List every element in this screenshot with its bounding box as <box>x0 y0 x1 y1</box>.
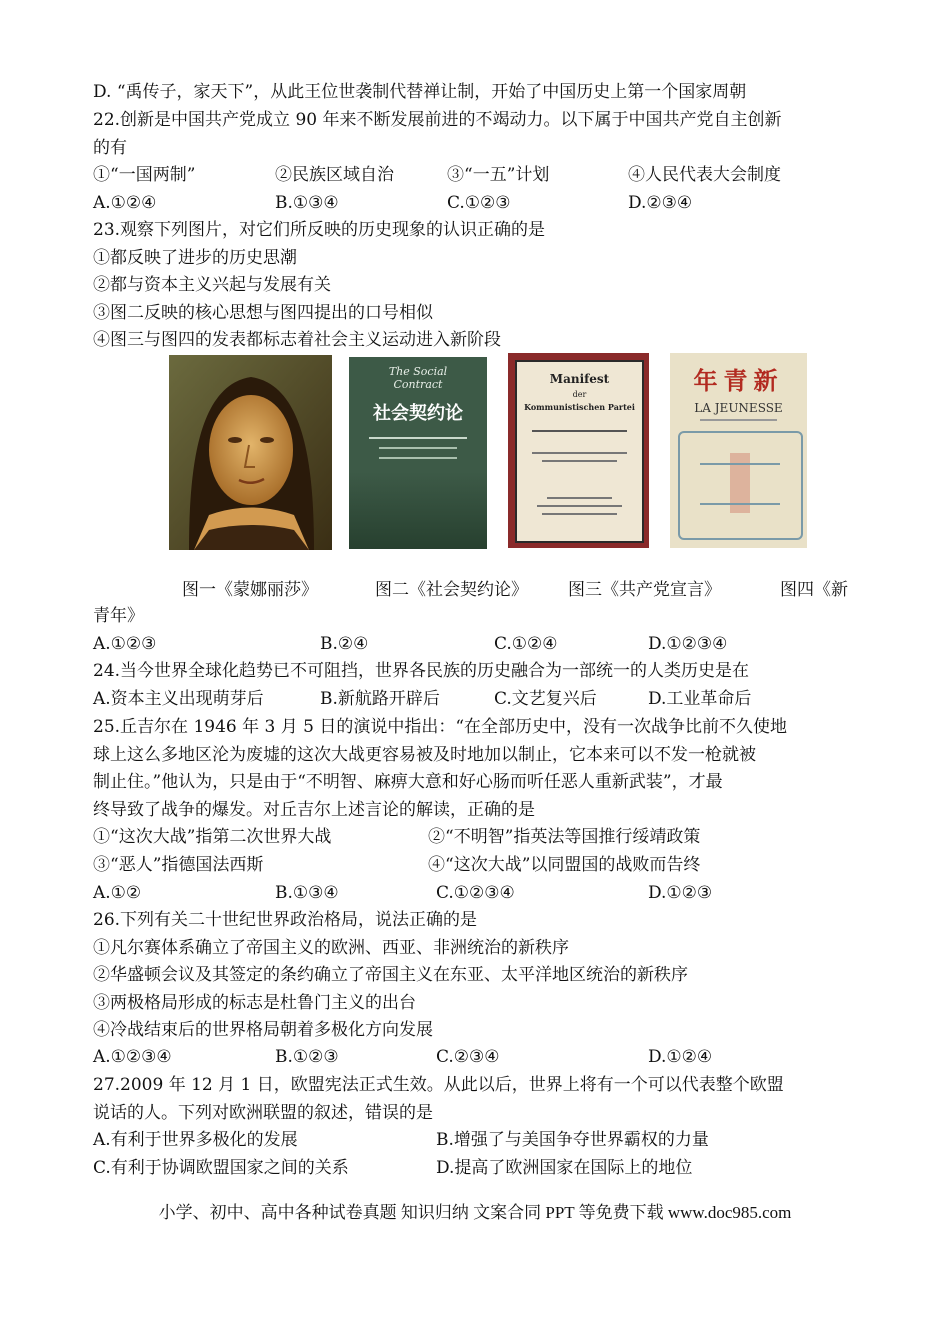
q26-statement-1: ①凡尔赛体系确立了帝国主义的欧洲、西亚、非洲统治的新秩序 <box>93 938 569 958</box>
q25-item-1: ①“这次大战”指第二次世界大战 <box>93 827 332 847</box>
q24-option-a: A.资本主义出现萌芽后 <box>93 689 264 709</box>
question-22-stem-cont: 的有 <box>93 138 127 158</box>
q23-option-b: B.②④ <box>320 634 369 654</box>
caption-figure-3: 图三《共产党宣言》 <box>568 580 721 600</box>
question-23-stem: 23.观察下列图片，对它们所反映的历史现象的认识正确的是 <box>93 220 546 240</box>
question-25-stem-3: 制止住。”他认为，只是由于“不明智、麻痹大意和好心肠而听任恶人重新武装”，才最 <box>93 772 723 792</box>
q25-option-b: B.①③④ <box>275 883 339 903</box>
caption-figure-4-cont: 青年》 <box>93 606 144 626</box>
question-25-stem-2: 球上这么多地区沦为废墟的这次大战更容易被及时地加以制止，它本来可以不发一枪就被 <box>93 745 756 765</box>
q26-option-d: D.①②④ <box>648 1047 713 1067</box>
footer-download-note: 小学、初中、高中各种试卷真题 知识归纳 文案合同 PPT 等免费下载 www.doc985.com <box>158 1203 792 1222</box>
q22-item-2: ②民族区域自治 <box>275 165 394 185</box>
q23-option-d: D.①②③④ <box>648 634 728 654</box>
communist-manifesto-image <box>508 353 649 548</box>
q24-option-d: D.工业革命后 <box>648 689 752 709</box>
q22-option-a: A.①②④ <box>93 193 157 213</box>
question-27-stem: 27.2009 年 12 月 1 日，欧盟宪法正式生效。从此以后，世界上将有一个可以代表整个欧盟 <box>93 1075 784 1095</box>
q25-item-3: ③“恶人”指德国法西斯 <box>93 855 264 875</box>
q25-option-d: D.①②③ <box>648 883 713 903</box>
q22-option-c: C.①②③ <box>447 193 511 213</box>
q25-item-2: ②“不明智”指英法等国推行绥靖政策 <box>428 827 701 847</box>
q23-option-a: A.①②③ <box>93 634 157 654</box>
q27-option-a: A.有利于世界多极化的发展 <box>93 1130 298 1150</box>
q26-statement-3: ③两极格局形成的标志是杜鲁门主义的出台 <box>93 993 416 1013</box>
q22-item-4: ④人民代表大会制度 <box>628 165 781 185</box>
q24-option-c: C.文艺复兴后 <box>494 689 597 709</box>
question-24-stem: 24.当今世界全球化趋势已不可阻挡，世界各民族的历史融合为一部统一的人类历史是在 <box>93 661 750 681</box>
q22-option-b: B.①③④ <box>275 193 339 213</box>
q22-option-d: D.②③④ <box>628 193 693 213</box>
q23-statement-3: ③图二反映的核心思想与图四提出的口号相似 <box>93 303 433 323</box>
q26-option-b: B.①②③ <box>275 1047 339 1067</box>
q27-option-d: D.提高了欧洲国家在国际上的地位 <box>436 1158 693 1178</box>
q25-option-a: A.①② <box>93 883 142 903</box>
option-d-line: D. “禹传子，家天下”，从此王位世袭制代替禅让制，开始了中国历史上第一个国家周朝 <box>93 82 747 102</box>
q25-item-4: ④“这次大战”以同盟国的战败而告终 <box>428 855 701 875</box>
q24-option-b: B.新航路开辟后 <box>320 689 440 709</box>
manifesto-title-3: Kommunistischen Partei <box>524 402 635 412</box>
q23-statement-2: ②都与资本主义兴起与发展有关 <box>93 275 331 295</box>
caption-figure-1: 图一《蒙娜丽莎》 <box>182 580 318 600</box>
q27-option-c: C.有利于协调欧盟国家之间的关系 <box>93 1158 349 1178</box>
q22-item-3: ③“一五”计划 <box>447 165 550 185</box>
question-25-stem: 25.丘吉尔在 1946 年 3 月 5 日的演说中指出：“在全部历史中，没有一次战争比前不久使地 <box>93 717 788 737</box>
book-en-title-line2: Contract <box>393 378 443 391</box>
question-25-stem-4: 终导致了战争的爆发。对丘吉尔上述言论的解读，正确的是 <box>93 800 535 820</box>
q26-statement-2: ②华盛顿会议及其签定的条约确立了帝国主义在东亚、太平洋地区统治的新秩序 <box>93 965 688 985</box>
q26-statement-4: ④冷战结束后的世界格局朝着多极化方向发展 <box>93 1020 433 1040</box>
magazine-cn-title: 年青新 <box>693 367 784 395</box>
q23-statement-1: ①都反映了进步的历史思潮 <box>93 248 297 268</box>
q23-option-c: C.①②④ <box>494 634 558 654</box>
q25-option-c: C.①②③④ <box>436 883 515 903</box>
mona-lisa-image <box>169 355 332 550</box>
q22-item-1: ①“一国两制” <box>93 165 196 185</box>
magazine-fr-title: LA JEUNESSE <box>694 401 783 415</box>
q27-option-b: B.增强了与美国争夺世界霸权的力量 <box>436 1130 709 1150</box>
q26-option-c: C.②③④ <box>436 1047 500 1067</box>
caption-figure-4: 图四《新 <box>780 580 848 600</box>
question-27-stem-2: 说话的人。下列对欧洲联盟的叙述，错误的是 <box>93 1103 433 1123</box>
manifesto-title-2: der <box>572 390 587 399</box>
question-26-stem: 26.下列有关二十世纪世界政治格局，说法正确的是 <box>93 910 478 930</box>
social-contract-book-image <box>349 357 487 549</box>
caption-figure-2: 图二《社会契约论》 <box>375 580 528 600</box>
la-jeunesse-magazine-image <box>670 353 807 548</box>
q26-option-a: A.①②③④ <box>93 1047 172 1067</box>
manifesto-title-1: Manifest <box>549 372 610 386</box>
book-cn-title: 社会契约论 <box>373 403 463 424</box>
question-22-stem: 22.创新是中国共产党成立 90 年来不断发展前进的不竭动力。以下属于中国共产党自主创新 <box>93 110 782 130</box>
q23-statement-4: ④图三与图四的发表都标志着社会主义运动进入新阶段 <box>93 330 501 350</box>
book-en-title-line1: The Social <box>388 365 448 378</box>
